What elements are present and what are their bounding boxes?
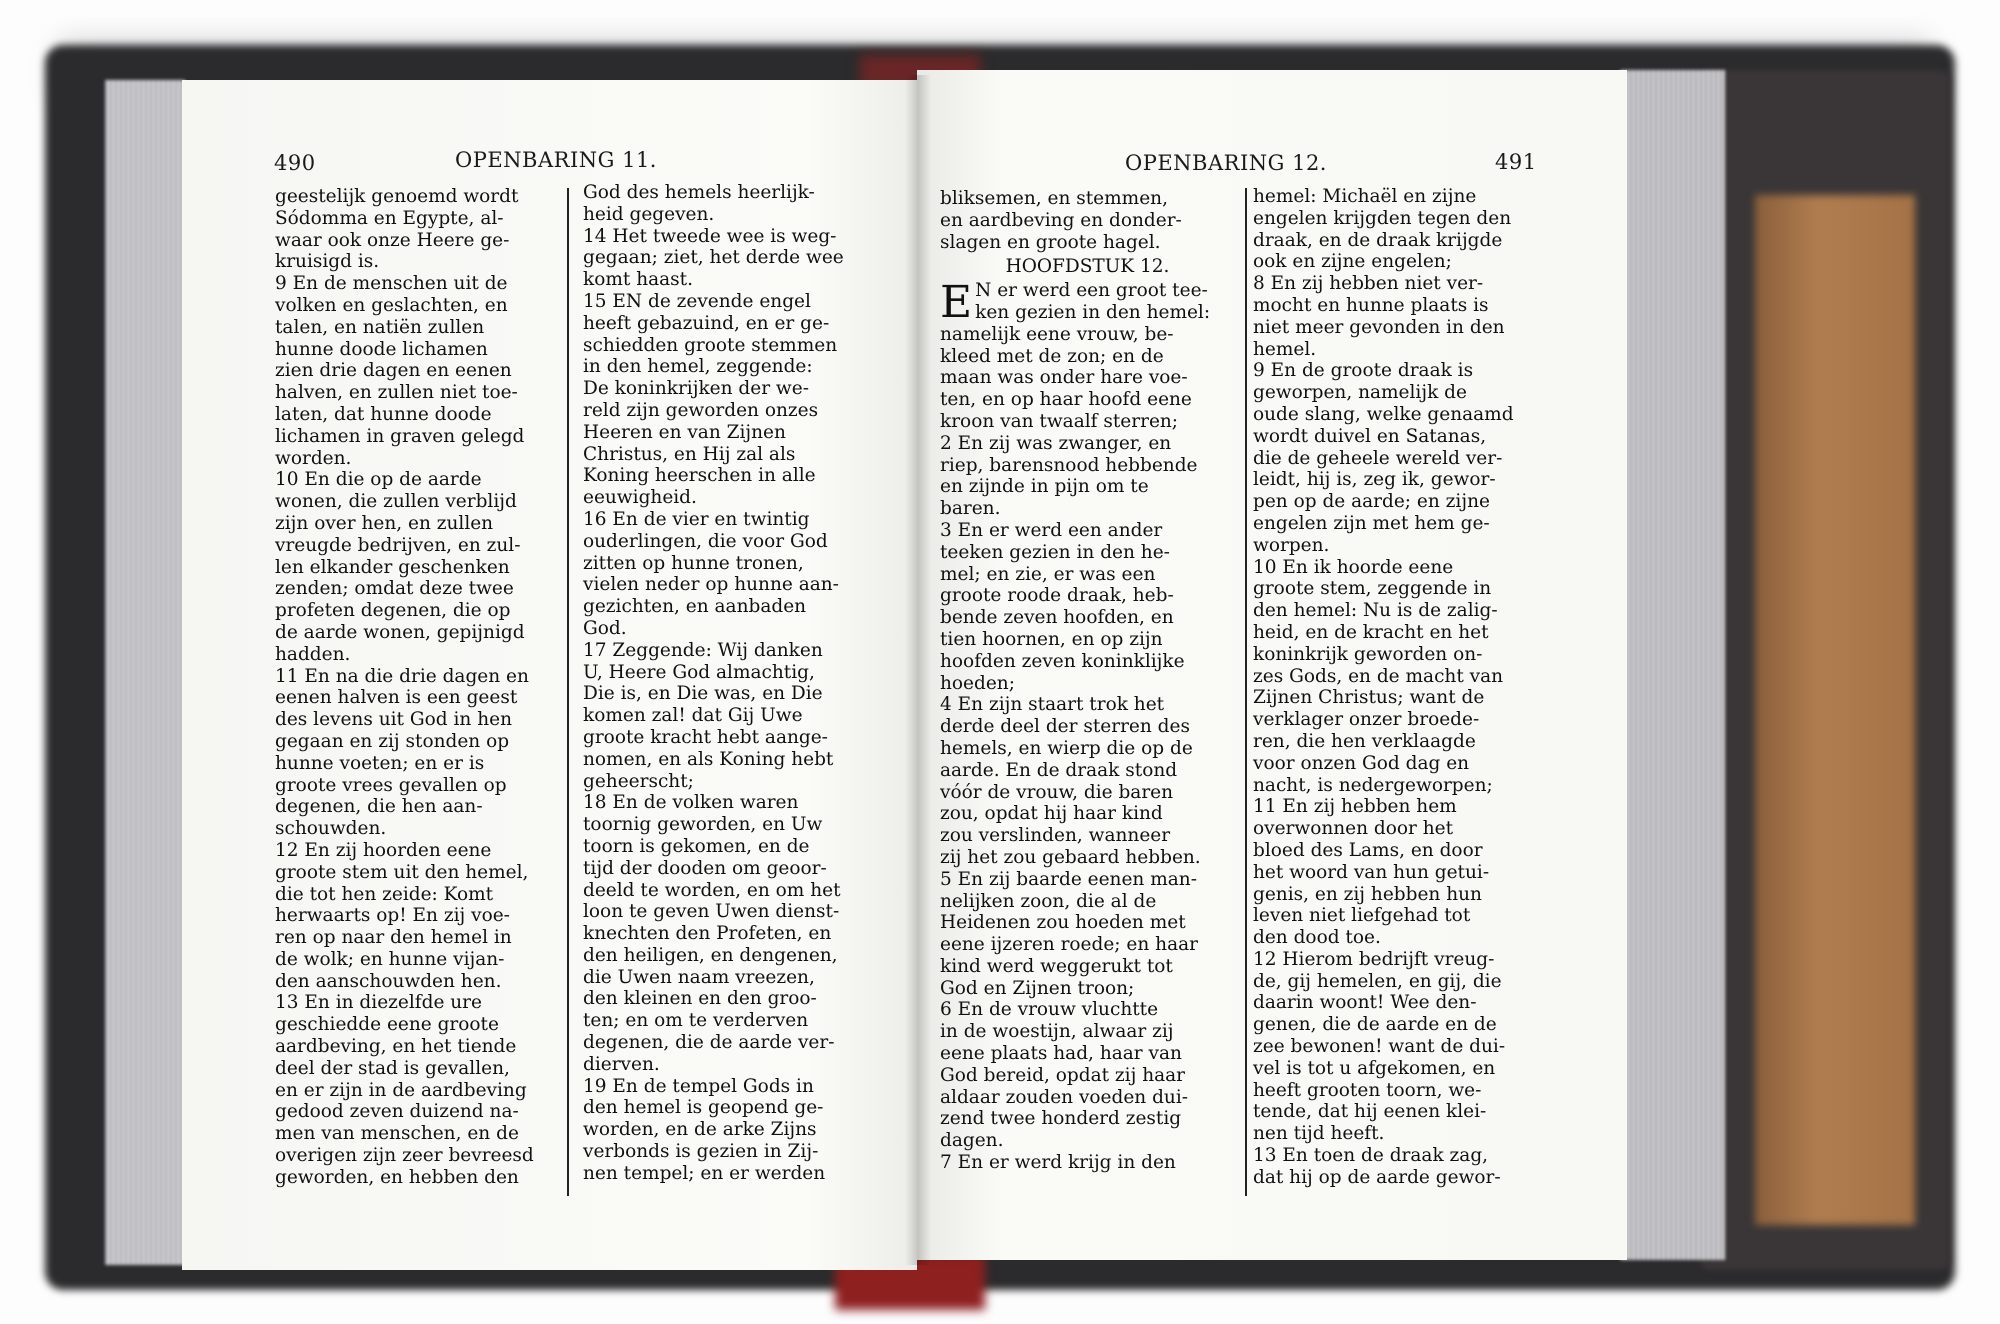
text-line: den aanschouwden hen. [275,970,502,992]
text-line: Heidenen zou hoeden met [940,912,1186,934]
text-line: verklager onzer broede- [1253,709,1480,731]
text-line: den dood toe. [1253,927,1381,949]
text-line: heid, en de kracht en het [1253,621,1489,643]
text-line: mocht en hunne plaats is [1253,294,1489,316]
text-line: eeuwigheid. [583,487,697,509]
text-line: zend twee honderd zestig [940,1108,1182,1130]
text-line: en er zijn in de aardbeving [275,1079,527,1101]
text-line: talen, en natiën zullen [275,316,485,338]
text-line: aarde. En de draak stond [940,759,1178,781]
text-line: kleed met de zon; en de [940,345,1164,367]
left-running-title: OPENBARING 11. [455,148,657,172]
page-stack-right [1620,70,1725,1260]
text-line: groote vrees gevallen op [275,774,507,796]
text-line: in den hemel, zeggende: [583,356,813,378]
text-line: zou verslinden, wanneer [940,825,1171,847]
text-line: die de geheele wereld ver- [1253,447,1503,469]
text-line: len elkander geschenken [275,556,510,578]
text-line: vóór de vrouw, die baren [940,781,1174,803]
text-line: hunne doode lichamen [275,338,488,360]
text-line: groote roode draak, heb- [940,585,1174,607]
text-line: riep, barensnood hebbende [940,454,1198,476]
text-line: derde deel der sterren des [940,716,1190,738]
text-line: gedood zeven duizend na- [275,1101,519,1123]
text-line: schiedden groote stemmen [583,334,838,356]
text-line: 13 En toen de draak zag, [1253,1145,1489,1167]
text-line: deeld te worden, en om het [583,879,841,901]
text-line: koninkrijk geworden on- [1253,643,1483,665]
text-line: die tot hen zeide: Komt [275,883,494,905]
text-line: heeft gebazuind, en er ge- [583,312,830,334]
text-line: die Uwen naam vreezen, [583,966,815,988]
text-line: De koninkrijken der we- [583,378,809,400]
text-line: zijn over hen, en zullen [275,512,494,534]
text-line: God des hemels heerlijk- [583,182,815,203]
text-line: eene plaats had, haar van [940,1043,1182,1065]
text-line: zitten op hunne tronen, [583,552,804,574]
text-line: hemel: Michaël en zijne [1253,186,1477,207]
text-line: geworden, en hebben den [275,1166,519,1188]
left-page-column-2 [583,182,868,1185]
text-line: den hemel: Nu is de zalig- [1253,600,1498,622]
text-line: ren, die hen verklaagde [1253,730,1476,752]
text-line: des levens uit God in hen [275,709,512,731]
text-line: dat hij op de aarde gewor- [1253,1166,1501,1188]
text-line: dagen. [940,1130,1004,1152]
text-line: ren op naar den hemel in [275,927,512,949]
text-line: hemels, en wierp die op de [940,737,1193,759]
text-line: 9 En de menschen uit de [275,273,508,295]
text-line: 4 En zijn staart trok het [940,694,1165,716]
text-line: 12 Hierom bedrijft vreug- [1253,948,1495,970]
text-line: geworpen, namelijk de [1253,382,1467,404]
text-line: reld zijn geworden onzes [583,399,819,421]
text-line: pen op de aarde; en zijne [1253,491,1490,513]
text-line: komt haast. [583,269,693,291]
text-line: 3 En er werd een ander [940,519,1163,541]
text-line: zou, opdat hij haar kind [940,803,1163,825]
text-line: daarin woont! Wee den- [1253,992,1477,1014]
text-line: 11 En zij hebben hem [1253,796,1457,818]
text-line: kind werd weggerukt tot [940,955,1173,977]
left-page-number: 490 [274,151,316,175]
text-line: tijd der dooden om geoor- [583,857,827,879]
text-line: gezichten, en aanbaden [583,596,807,618]
text-line: vielen neder op hunne aan- [583,574,839,596]
text-line: profeten degenen, die op [275,600,511,622]
text-line: 19 En de tempel Gods in [583,1075,814,1097]
text-line: eenen halven is een geest [275,687,518,709]
right-running-title: OPENBARING 12. [1125,151,1327,175]
left-page-column-1 [275,186,560,1189]
text-line: 12 En zij hoorden eene [275,839,492,861]
book-gutter [905,75,931,1265]
text-line: de aarde wonen, gepijnigd [275,621,525,643]
text-line: nomen, en als Koning hebt [583,748,834,770]
text-line: kroon van twaalf sterren; [940,410,1179,432]
text-line: worpen. [1253,534,1330,556]
text-line: namelijk eene vrouw, be- [940,323,1174,345]
text-line: God. [583,617,627,639]
text-line: toorn is gekomen, en de [583,835,810,857]
text-line: en zijnde in pijn om te [940,476,1149,498]
text-line: zenden; omdat deze twee [275,578,514,600]
text-line: nelijken zoon, die al de [940,890,1157,912]
text-line: Christus, en Hij zal als [583,443,796,465]
text-line: dierven. [583,1053,660,1075]
text-line: zes Gods, en de macht van [1253,665,1504,687]
text-line: gegaan; ziet, het derde wee [583,247,844,269]
text-line: hadden. [275,643,351,665]
text-line: genen, die de aarde en de [1253,1014,1497,1036]
text-line: halven, en zullen niet toe- [275,382,518,404]
text-line: genis, en zij hebben hun [1253,883,1482,905]
text-line: zij het zou gebaard hebben. [940,846,1201,868]
text-line: bloed des Lams, en door [1253,839,1483,861]
column-rule [1245,188,1247,1196]
text-line: 18 En de volken waren [583,792,799,814]
text-line: heid gegeven. [583,203,715,225]
text-line: den heiligen, en dengenen, [583,944,838,966]
text-line: den hemel is geopend ge- [583,1097,824,1119]
text-line: waar ook onze Heere ge- [275,229,510,251]
text-line: engelen krijgden tegen den [1253,207,1512,229]
chapter-heading: HOOFDSTUK 12. [1005,256,1170,278]
text-line: 9 En de groote draak is [1253,360,1474,382]
text-line: ken gezien in den hemel: [975,301,1211,323]
text-line: oude slang, welke genaamd [1253,403,1514,425]
text-line: de, gij hemelen, en gij, die [1253,970,1502,992]
text-line: zee bewonen! want de dui- [1253,1036,1506,1058]
text-line: 16 En de vier en twintig [583,508,810,530]
text-line: hoeden; [940,672,1015,694]
text-line: de wolk; en hunne vijan- [275,948,505,970]
text-line: 17 Zeggende: Wij danken [583,639,823,661]
text-line: ten, en op haar hoofd eene [940,389,1192,411]
text-line: 6 En de vrouw vluchtte [940,999,1159,1021]
text-line: loon te geven Uwen dienst- [583,901,840,923]
text-line: groote kracht hebt aange- [583,726,828,748]
text-line: overwonnen door het [1253,818,1454,840]
text-line: hoofden zeven koninklijke [940,650,1185,672]
text-line: geschiedde eene groote [275,1014,499,1036]
text-line: 7 En er werd krijg in den [940,1152,1176,1174]
text-line: ook en zijne engelen; [1253,251,1452,273]
text-line: God bereid, opdat zij haar [940,1064,1186,1086]
text-line: degenen, die hen aan- [275,796,483,818]
text-line: 10 En die op de aarde [275,469,482,491]
text-line: worden, en de arke Zijns [583,1119,817,1141]
text-line: verbonds is gezien in Zij- [583,1141,819,1163]
text-line: geestelijk genoemd wordt [275,186,519,207]
text-line: groote stem, zeggende in [1253,578,1492,600]
column-rule [567,188,569,1196]
text-line: U, Heere God almachtig, [583,661,815,683]
text-line: engelen zijn met hem ge- [1253,512,1490,534]
text-line: lichamen in graven gelegd [275,425,525,447]
text-line: bende zeven hoofden, en [940,607,1174,629]
text-line: geheerscht; [583,770,694,792]
text-line: ten; en om te verderven [583,1010,809,1032]
text-line: 5 En zij baarde eenen man- [940,868,1197,890]
text-line: knechten den Profeten, en [583,923,832,945]
text-line: groote stem uit den hemel, [275,861,529,883]
text-line: slagen en groote hagel. [940,231,1161,253]
right-page-number: 491 [1495,150,1537,174]
text-line: mel; en zie, er was een [940,563,1156,585]
text-line: den kleinen en den groo- [583,988,817,1010]
text-line: 8 En zij hebben niet ver- [1253,273,1484,295]
text-line: nacht, is nedergeworpen; [1253,774,1493,796]
text-line: in de woestijn, alwaar zij [940,1021,1174,1043]
text-line: vreugde bedrijven, en zul- [275,534,521,556]
text-line: leidt, hij is, zeg ik, gewor- [1253,469,1496,491]
text-line: tende, dat hij eenen klei- [1253,1101,1487,1123]
text-line: ouderlingen, die voor God [583,530,828,552]
text-line: men van menschen, en de [275,1123,519,1145]
text-line: teeken gezien in den he- [940,541,1170,563]
text-line: worden. [275,447,352,469]
text-line: voor onzen God dag en [1253,752,1470,774]
text-line: zien drie dagen en eenen [275,360,512,382]
page-stack-left [105,80,185,1265]
text-line: Zijnen Christus; want de [1253,687,1485,709]
text-line: aldaar zouden voeden dui- [940,1086,1189,1108]
text-line: hemel. [1253,338,1317,360]
text-line: hunne voeten; en er is [275,752,485,774]
text-line: degenen, die de aarde ver- [583,1032,835,1054]
text-line: 2 En zij was zwanger, en [940,432,1172,454]
text-line: Sódomma en Egypte, al- [275,207,504,229]
text-line: draak, en de draak krijgde [1253,229,1503,251]
text-line: eene ijzeren roede; en haar [940,934,1198,956]
text-line: God en Zijnen troon; [940,977,1135,999]
text-line: kruisigd is. [275,251,380,273]
text-line: 13 En in diezelfde ure [275,992,482,1014]
text-line: nen tijd heeft. [1253,1123,1385,1145]
text-line: herwaarts op! En zij voe- [275,905,510,927]
text-line: aardbeving, en het tiende [275,1036,517,1058]
chapter-opening [940,277,1235,329]
text-line: en aardbeving en donder- [940,209,1182,231]
text-line: tien hoornen, en op zijn [940,628,1163,650]
right-page-column-2 [1253,186,1553,1189]
text-line: komen zal! dat Gij Uwe [583,705,803,727]
text-line: wonen, die zullen verblijd [275,491,517,513]
text-line: 11 En na die drie dagen en [275,665,529,687]
text-line: maan was onder hare voe- [940,367,1188,389]
text-line: baren. [940,498,1001,520]
text-line: niet meer gevonden in den [1253,316,1505,338]
text-line: leven niet liefgehad tot [1253,905,1471,927]
text-line: overigen zijn zeer bevreesd [275,1145,534,1167]
text-line: gegaan en zij stonden op [275,730,510,752]
text-line: Koning heerschen in alle [583,465,816,487]
text-line: schouwden. [275,818,387,840]
text-line: volken en geslachten, en [275,294,508,316]
drop-cap: E [940,277,973,329]
text-line: 10 En ik hoorde eene [1253,556,1454,578]
text-line: deel der stad is gevallen, [275,1057,510,1079]
text-line: het woord van hun getui- [1253,861,1490,883]
text-line: nen tempel; en er werden [583,1162,826,1184]
text-line: bliksemen, en stemmen, [940,188,1168,209]
text-line: heeft grooten toorn, we- [1253,1079,1482,1101]
book-spine-edge [1755,195,1915,1225]
text-line: laten, dat hunne doode [275,403,492,425]
text-line: 15 EN de zevende engel [583,290,811,312]
text-line: 14 Het tweede wee is weg- [583,225,837,247]
text-line: N er werd een groot tee- [975,280,1208,302]
text-line: toornig geworden, en Uw [583,814,823,836]
text-line: wordt duivel en Satanas, [1253,425,1487,447]
text-line: Die is, en Die was, en Die [583,683,823,705]
text-line: vel is tot u afgekomen, en [1253,1057,1496,1079]
text-line: Heeren en van Zijnen [583,421,786,443]
right-page-column-1 [940,188,1235,1174]
